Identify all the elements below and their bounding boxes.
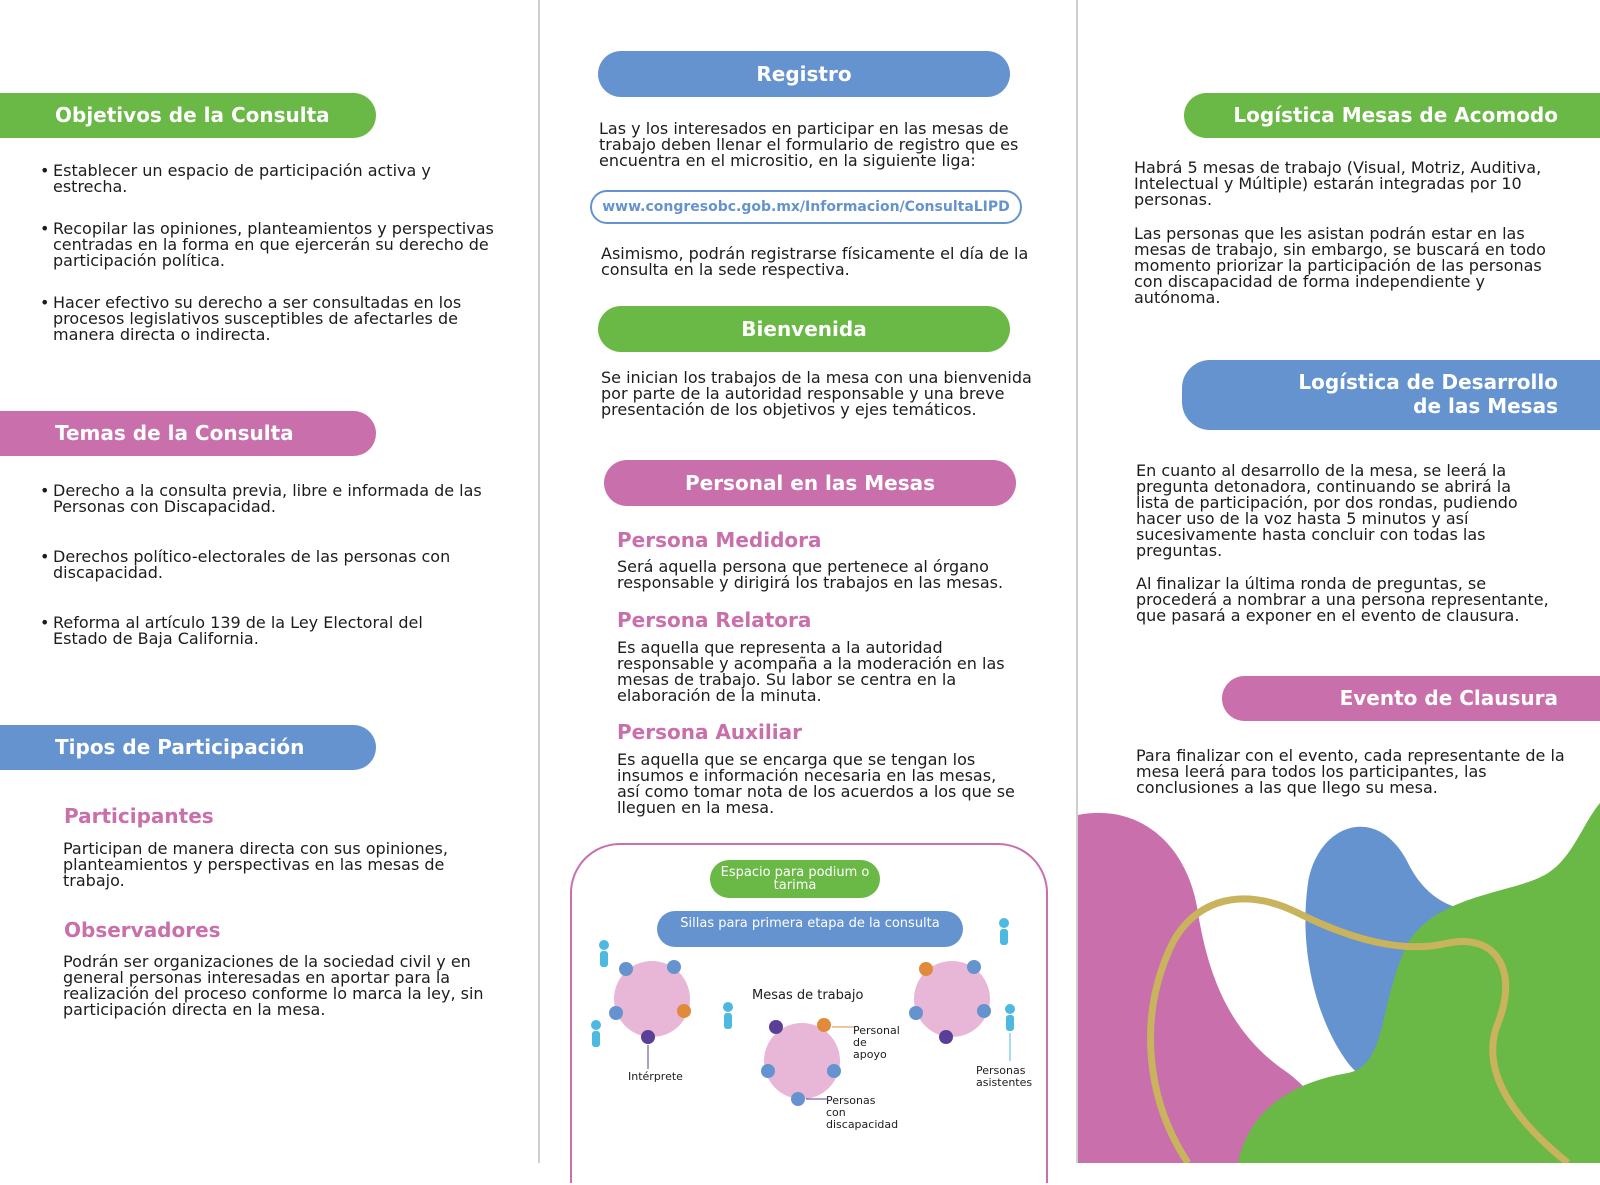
list-item: • Reforma al artículo 139 de la Ley Electoral del Estado de Baja California. (40, 615, 453, 647)
mesas-label: Mesas de trabajo (752, 988, 864, 1003)
relatora-text: Es aquella que representa a la autoridad responsable y acompaña a la moderación en las mesas de trabajo. Su labor se centra en la elaboración de la minuta. (617, 638, 1005, 705)
podium-label: Espacio para podium o tarima (710, 860, 880, 898)
temas-header: Temas de la Consulta (0, 411, 376, 456)
apoyo-label: Personal de apoyo (853, 1024, 900, 1061)
observadores-text: Podrán ser organizaciones de la sociedad civil y en general personas interesadas en aportar para la realización del proceso conforme lo marca la ley, sin participación directa en la mesa. (63, 952, 484, 1019)
medidora-text: Será aquella persona que pertenece al órgano responsable y dirigirá los trabajos en las mesas. (617, 557, 1004, 592)
observadores-title: Observadores (64, 918, 221, 942)
auxiliar-title: Persona Auxiliar (617, 720, 802, 744)
desarrollo-header (1182, 360, 1600, 430)
desarrollo-text-2: Al finalizar la última ronda de preguntas, se procederá a nombrar a una persona representante, que pasará a exponer en el evento de clausura. (1136, 574, 1549, 625)
bienvenida-text: Se inician los trabajos de la mesa con una bienvenida por parte de la autoridad responsable y una breve presentación de los objetivos y ejes temáticos. (601, 368, 1032, 419)
objetivos-header: Objetivos de la Consulta (0, 93, 376, 138)
registro-text: Las y los interesados en participar en las mesas de trabajo deben llenar el formulario de registro que es encuentra en el micrositio, en la siguiente liga: (599, 119, 1019, 170)
desarrollo-text: En cuanto al desarrollo de la mesa, se leerá la pregunta detonadora, continuando se abrirá la lista de participación, por dos rondas, pudiendo hacer uso de la voz hasta 5 minutos y así sucesivamente hasta concluir con todas las preguntas. (1136, 461, 1518, 560)
registro-text-2: Asimismo, podrán registrarse físicamente el día de la consulta en la sede respectiva. (601, 244, 1029, 279)
asistentes-label: Personas asistentes (976, 1064, 1033, 1089)
decorative-blobs (1078, 803, 1600, 1163)
personal-header: Personal en las Mesas (604, 460, 1016, 506)
fold-divider-left (538, 0, 540, 1163)
seating-diagram (570, 843, 1048, 1183)
table-center (764, 1023, 840, 1099)
acomodo-header: Logística Mesas de Acomodo (1184, 93, 1600, 138)
clausura-header: Evento de Clausura (1222, 676, 1600, 721)
acomodo-text: Habrá 5 mesas de trabajo (Visual, Motriz, Auditiva, Intelectual y Múltiple) estarán integradas por 10 personas. (1134, 158, 1542, 209)
objetivos-list (40, 163, 520, 343)
desarrollo-title-line1: Logística de Desarrollo (1298, 370, 1558, 394)
desarrollo-title-line2: de las Mesas (1413, 394, 1558, 418)
registro-header: Registro (598, 51, 1010, 97)
list-item: • Derechos político-electorales de las personas con discapacidad. (40, 549, 520, 581)
list-item: • Recopilar las opiniones, planteamientos y perspectivas centradas en la forma en que ejercerán su derecho de participación política. (40, 221, 520, 269)
medidora-title: Persona Medidora (617, 528, 822, 552)
interprete-label: Intérprete (628, 1070, 683, 1083)
auxiliar-text: Es aquella que se encarga que se tengan los insumos e información necesaria en las mesas, así como tomar nota de los acuerdos a los que se lleguen en la mesa. (617, 750, 1015, 817)
sillas-label: Sillas para primera etapa de la consulta (657, 911, 963, 947)
clausura-text: Para finalizar con el evento, cada representante de la mesa leerá para todos los participantes, las conclusiones a las que llego su mesa. (1136, 746, 1565, 797)
bienvenida-header: Bienvenida (598, 306, 1010, 352)
registro-link[interactable]: www.congresobc.gob.mx/Informacion/ConsultaLIPD (590, 190, 1022, 224)
list-item: • Derecho a la consulta previa, libre e informada de las Personas con Discapacidad. (40, 483, 520, 515)
green-blob (1238, 803, 1600, 1163)
relatora-title: Persona Relatora (617, 608, 812, 632)
tables-illustration (572, 845, 1050, 1185)
list-item: • Hacer efectivo su derecho a ser consultadas en los procesos legislativos susceptibles de afectarles de manera directa o indirecta. (40, 295, 520, 343)
list-item: • Establecer un espacio de participación activa y estrecha. (40, 163, 443, 195)
discapacidad-label: Personas con discapacidad (826, 1094, 899, 1131)
participantes-text: Participan de manera directa con sus opiniones, planteamientos y perspectivas en las mesas de trabajo. (63, 839, 448, 890)
participantes-title: Participantes (64, 804, 214, 828)
acomodo-text-2: Las personas que les asistan podrán estar en las mesas de trabajo, sin embargo, se buscará en todo momento priorizar la participación de las personas con discapacidad de forma independiente y autónoma. (1134, 224, 1546, 307)
temas-list (40, 483, 520, 647)
tipos-header: Tipos de Participación (0, 725, 376, 770)
